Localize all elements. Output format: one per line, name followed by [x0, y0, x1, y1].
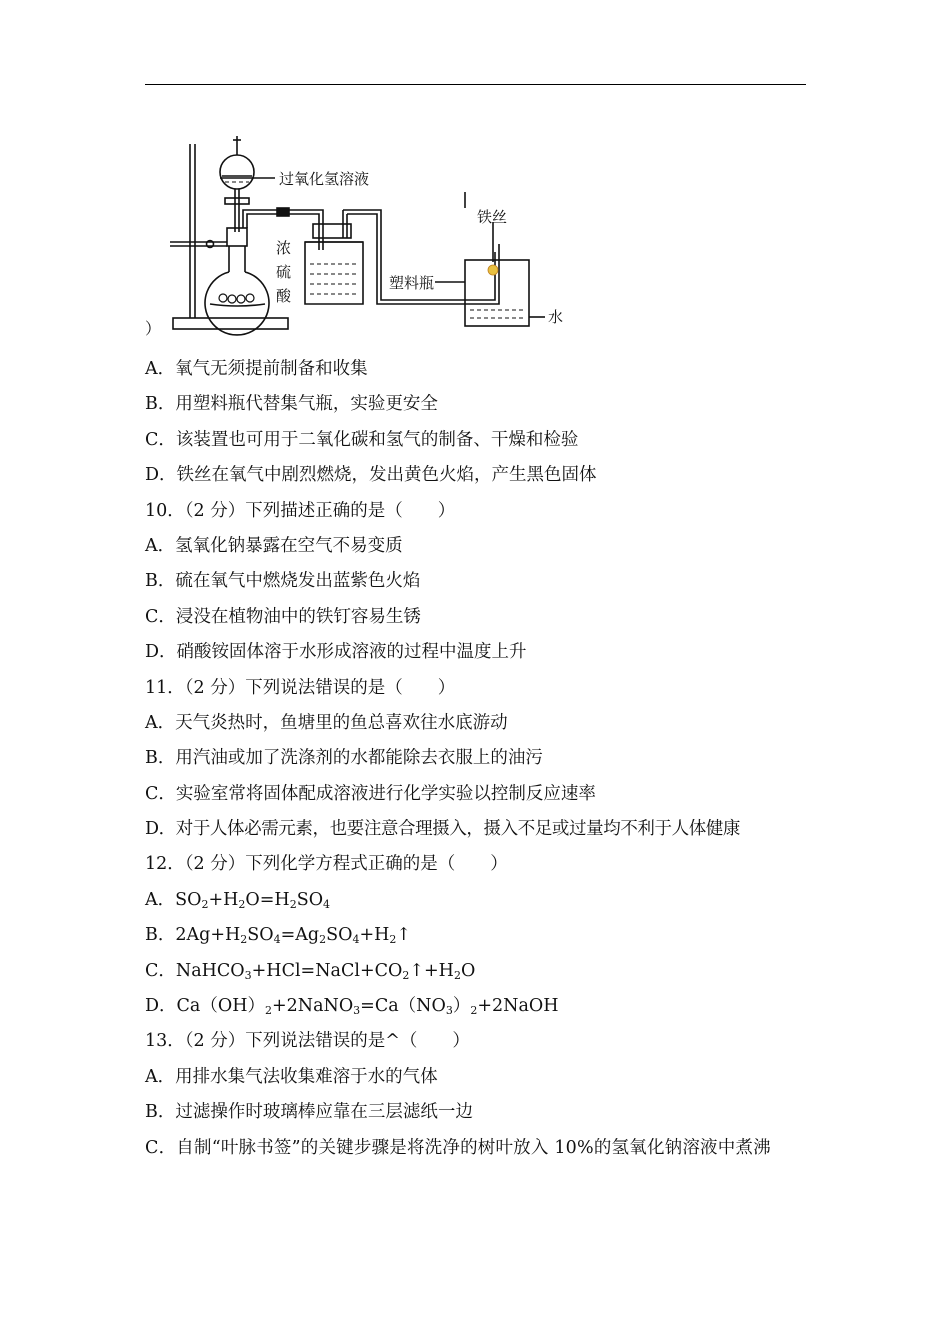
q11-stem: 11．（2 分）下列说法错误的是（ ） — [145, 677, 456, 698]
q9-option-a: A．氧气无须提前制备和收集 — [145, 359, 368, 379]
oxygen-apparatus-diagram — [165, 132, 585, 337]
q12-option-c: C．$NaHCO_3+HCl=NaCl+CO_2↑+H_2O$ — [145, 960, 476, 982]
stand-base — [173, 318, 288, 329]
burning-spark-icon — [488, 265, 498, 275]
label-water: 水 — [548, 308, 564, 326]
wash-bottle — [305, 242, 363, 304]
question-list — [145, 352, 810, 1166]
q9-option-c: C．该装置也可用于二氧化碳和氢气的制备、干燥和检验 — [145, 429, 579, 450]
q13-option-b: B．过滤操作时玻璃棒应靠在三层滤纸一边 — [145, 1102, 473, 1123]
q10-stem: 10．（2 分）下列描述正确的是（ ） — [145, 500, 456, 521]
q9-option-d: D．铁丝在氧气中剧烈燃烧，发出黄色火焰，产生黑色固体 — [145, 465, 597, 486]
separatory-funnel — [220, 155, 254, 189]
q9-option-b: B．用塑料瓶代替集气瓶，实验更安全 — [145, 394, 438, 415]
q12-option-b: B．$2Ag+H_2SO_4=Ag_2SO_4+H_2↑$ — [145, 925, 412, 947]
q10-option-d: D．硝酸铵固体溶于水形成溶液的过程中温度上升 — [145, 642, 527, 663]
q10-option-b: B．硫在氧气中燃烧发出蓝紫色火焰 — [145, 571, 421, 592]
q13-option-c: C．自制“叶脉书签”的关键步骤是将洗净的树叶放入 10%的氢氧化钠溶液中煮沸 — [145, 1137, 771, 1158]
q11-option-a: A．天气炎热时，鱼塘里的鱼总喜欢往水底游动 — [145, 712, 508, 733]
q12-option-a: A．$SO_2+H_2O=H_2SO_4$ — [145, 889, 331, 911]
q10-option-a: A．氢氧化钠暴露在空气不易变质 — [145, 535, 403, 556]
label-plastic-bottle: 塑料瓶 — [389, 274, 435, 292]
label-acid-3: 酸 — [276, 287, 292, 305]
q11-option-d: D．对于人体必需元素，也要注意合理摄入，摄入不足或过量均不利于人体健康 — [145, 819, 741, 840]
q13-stem: 13．（2 分）下列说法错误的是^（ ） — [145, 1031, 470, 1052]
flask-stopper — [227, 228, 247, 246]
question-9-paren: ） — [145, 319, 162, 338]
q12-option-d: D．$Ca(OH)_2+2NaNO_3=Ca(NO_3)_2+2NaOH$ — [145, 996, 559, 1018]
q10-option-c: C．浸没在植物油中的铁钉容易生锈 — [145, 606, 421, 627]
q11-option-c: C．实验室常将固体配成溶液进行化学实验以控制反应速率 — [145, 783, 596, 804]
label-acid-1: 浓 — [276, 239, 292, 257]
label-h2o2: 过氧化氢溶液 — [279, 170, 370, 188]
round-flask — [205, 272, 269, 335]
q11-option-b: B．用汽油或加了洗涤剂的水都能除去衣服上的油污 — [145, 748, 543, 769]
label-iron-wire: 铁丝 — [477, 208, 508, 226]
label-acid-2: 硫 — [276, 263, 292, 281]
header-rule — [145, 84, 806, 85]
q12-stem: 12．（2 分）下列化学方程式正确的是（ ） — [145, 854, 508, 875]
q13-option-a: A．用排水集气法收集难溶于水的气体 — [145, 1066, 438, 1087]
